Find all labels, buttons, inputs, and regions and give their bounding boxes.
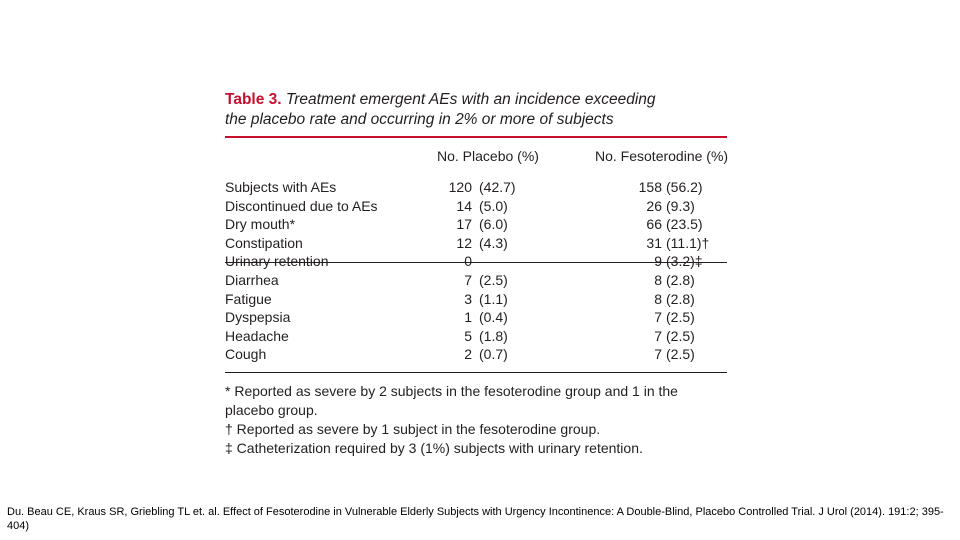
citation: Du. Beau CE, Kraus SR, Griebling TL et. al. Effect of Fesoterodine in Vulnerable Elderly Subjects with Urgency Incontinence: A Double-Blind, Placebo Controlled Trial. J Urol (2014). 191:2; 395-404)	[7, 506, 944, 532]
fesoterodine-percent: (3.2)‡	[666, 253, 703, 270]
fesoterodine-percent: (2.5)	[666, 327, 695, 344]
fesoterodine-count: 7	[654, 346, 662, 363]
table-row	[225, 197, 727, 216]
fesoterodine-count: 9	[654, 253, 662, 270]
placebo-count: 7	[464, 271, 472, 288]
footnote-catheterization: ‡ Catheterization required by 3 (1%) subjects with urinary retention.	[225, 440, 643, 456]
table-figure	[225, 90, 730, 456]
fesoterodine-percent: (2.8)	[666, 290, 695, 307]
fesoterodine-percent: (2.8)	[666, 271, 695, 288]
footnote-severe-dry-mouth: * Reported as severe by 2 subjects in the fesoterodine group and 1 in the placebo group.	[225, 383, 678, 418]
fesoterodine-percent: (11.1)†	[666, 234, 710, 251]
placebo-count: 1	[464, 309, 472, 326]
table-title-line1: Treatment emergent AEs with an incidence exceeding	[285, 91, 656, 108]
placebo-count: 12	[456, 234, 472, 251]
fesoterodine-percent: (56.2)	[666, 179, 703, 195]
title-divider	[225, 136, 727, 138]
row-label: Headache	[225, 327, 289, 344]
fesoterodine-count: 7	[654, 327, 662, 344]
row-label: Dyspepsia	[225, 309, 291, 326]
row-label: Cough	[225, 346, 267, 363]
placebo-percent: (0.4)	[479, 309, 508, 326]
fesoterodine-count: 7	[654, 309, 662, 326]
row-label: Constipation	[225, 234, 303, 251]
fesoterodine-count: 158	[638, 179, 662, 195]
placebo-count: 3	[464, 290, 472, 307]
row-label: Discontinued due to AEs	[225, 197, 378, 214]
table-row	[225, 290, 727, 309]
fesoterodine-count: 31	[646, 234, 662, 251]
table-row	[225, 271, 727, 290]
table-row	[225, 308, 727, 327]
table-row	[225, 345, 727, 364]
placebo-count: 17	[456, 216, 472, 233]
fesoterodine-percent: (23.5)	[666, 216, 703, 233]
placebo-percent: (42.7)	[479, 179, 516, 195]
body-divider	[225, 372, 727, 373]
row-label: Diarrhea	[225, 271, 279, 288]
column-header-fesoterodine: No. Fesoterodine (%)	[595, 148, 729, 164]
row-label: Urinary retention	[225, 253, 329, 270]
fesoterodine-percent: (2.5)	[666, 309, 695, 326]
fesoterodine-count: 26	[646, 197, 662, 214]
placebo-count: 0	[464, 253, 472, 270]
placebo-percent: (1.8)	[479, 327, 508, 344]
table-row	[225, 234, 727, 253]
placebo-count: 14	[456, 197, 472, 214]
table-title	[225, 90, 730, 130]
table-number: Table 3.	[225, 91, 282, 108]
column-header-placebo: No. Placebo (%)	[437, 148, 539, 164]
placebo-count: 2	[464, 346, 472, 363]
placebo-percent: (4.3)	[479, 234, 508, 251]
row-label: Dry mouth*	[225, 216, 296, 233]
table-body	[225, 178, 727, 364]
placebo-count: 120	[448, 179, 472, 195]
placebo-percent: (5.0)	[479, 197, 508, 214]
fesoterodine-count: 66	[646, 216, 662, 233]
table-row	[225, 215, 727, 234]
table-row	[225, 178, 727, 197]
fesoterodine-count: 8	[654, 271, 662, 288]
placebo-percent: (2.5)	[479, 271, 508, 288]
fesoterodine-percent: (2.5)	[666, 346, 695, 363]
placebo-count: 5	[464, 327, 472, 344]
row-label: Fatigue	[225, 290, 272, 307]
placebo-percent: (0.7)	[479, 346, 508, 363]
placebo-percent: (6.0)	[479, 216, 508, 233]
footnote-severe-constipation: † Reported as severe by 1 subject in the fesoterodine group.	[225, 421, 601, 437]
footnotes	[225, 382, 730, 458]
placebo-percent: (1.1)	[479, 290, 508, 307]
fesoterodine-count: 8	[654, 290, 662, 307]
table-row	[225, 327, 727, 346]
table-title-line2: the placebo rate and occurring in 2% or more of subjects	[225, 111, 614, 128]
fesoterodine-percent: (9.3)	[666, 197, 695, 214]
row-label: Subjects with AEs	[225, 179, 337, 195]
table-row	[225, 252, 727, 271]
